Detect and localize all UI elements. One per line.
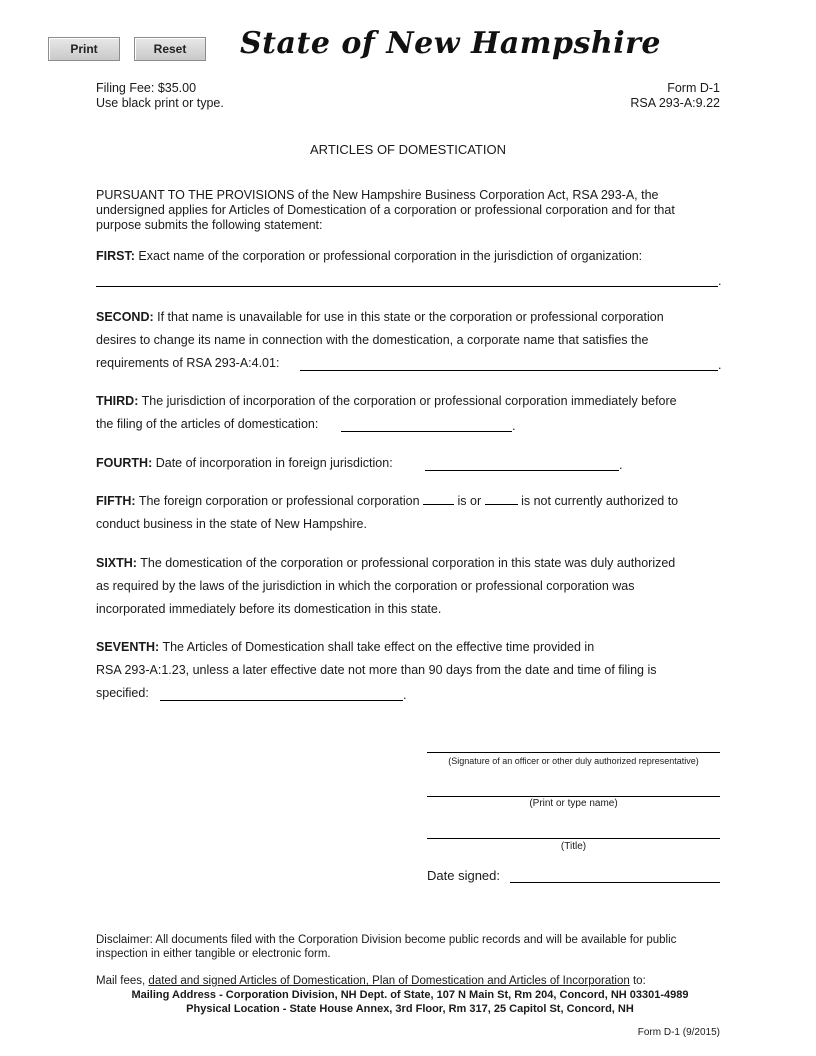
- period: .: [512, 419, 516, 433]
- second-line-3: requirements of RSA 293-A:4.01:: [96, 356, 280, 370]
- third-line-2: the filing of the articles of domestication:: [96, 417, 319, 431]
- seventh-line-3: specified:: [96, 686, 149, 700]
- date-signed-label: Date signed:: [427, 868, 500, 883]
- period: .: [619, 458, 623, 472]
- second-line-2: desires to change its name in connection with the domestication, a corporate name that satisfies the: [96, 333, 649, 347]
- rsa-reference: RSA 293-A:9.22: [630, 96, 720, 110]
- section-third: [96, 390, 720, 436]
- seventh-label: SEVENTH:: [96, 640, 160, 654]
- first-text: Exact name of the corporation or professional corporation in the jurisdiction of organization:: [138, 249, 643, 263]
- is-not-authorized-field[interactable]: [485, 492, 518, 505]
- mail-prefix: Mail fees,: [96, 975, 149, 987]
- sixth-label: SIXTH:: [96, 556, 137, 570]
- period: .: [718, 358, 722, 372]
- title-caption: (Title): [560, 841, 587, 852]
- fourth-label: FOURTH:: [96, 456, 153, 470]
- seventh-line-1: The Articles of Domestication shall take effect on the effective time provided in: [162, 640, 595, 654]
- corporation-name-field[interactable]: [96, 286, 718, 287]
- mail-instructions: [96, 974, 736, 988]
- fifth-is-or: is or: [457, 494, 482, 508]
- fifth-label: FIFTH:: [96, 494, 136, 508]
- title-field[interactable]: [427, 838, 720, 839]
- section-fifth: [96, 490, 720, 536]
- period: .: [718, 274, 722, 288]
- section-first: [96, 245, 720, 268]
- date-signed-field[interactable]: [510, 882, 720, 883]
- state-title: State of New Hampshire: [240, 26, 661, 61]
- third-label: THIRD:: [96, 394, 139, 408]
- filing-fee: Filing Fee: $35.00: [96, 81, 197, 95]
- mail-suffix: to:: [629, 975, 646, 987]
- printed-name-field[interactable]: [427, 796, 720, 797]
- effective-date-field[interactable]: [160, 700, 403, 701]
- name-caption: (Print or type name): [529, 798, 618, 809]
- sixth-line-2: as required by the laws of the jurisdiction in which the corporation or professional corporation was: [96, 579, 635, 593]
- intro-paragraph: PURSUANT TO THE PROVISIONS of the New Hampshire Business Corporation Act, RSA 293-A, the undersigned applies for Articles of Domestication of a corporation or professional corporation and for that purpose submits the following statement:: [96, 188, 675, 232]
- mailing-address: Mailing Address - Corporation Division, NH Dept. of State, 107 N Main St, Rm 204, Concord, NH 03301-4989: [131, 989, 689, 1001]
- section-fourth: [96, 452, 720, 475]
- fourth-text: Date of incorporation in foreign jurisdiction:: [155, 456, 393, 470]
- fifth-line-1a: The foreign corporation or professional corporation: [138, 494, 420, 508]
- sixth-line-1: The domestication of the corporation or professional corporation in this state was duly authorized: [140, 556, 676, 570]
- first-label: FIRST:: [96, 249, 135, 263]
- new-corporate-name-field[interactable]: [300, 370, 718, 371]
- signature-caption: (Signature of an officer or other duly authorized representative): [448, 756, 699, 766]
- disclaimer: Disclaimer: All documents filed with the Corporation Division become public records and will be available for public inspection in either tangible or electronic form.: [96, 934, 677, 960]
- second-line-1: If that name is unavailable for use in this state or the corporation or professional corporation: [157, 310, 664, 324]
- reset-button[interactable]: Reset: [134, 37, 206, 61]
- section-second: [96, 306, 720, 375]
- black-print-note: Use black print or type.: [96, 96, 224, 110]
- fifth-line-1b: is not currently authorized to: [521, 494, 679, 508]
- document-title: ARTICLES OF DOMESTICATION: [310, 142, 506, 157]
- period: .: [403, 688, 407, 702]
- section-sixth: [96, 552, 720, 621]
- sixth-line-3: incorporated immediately before its domestication in this state.: [96, 602, 442, 616]
- is-authorized-field[interactable]: [423, 492, 454, 505]
- signature-field[interactable]: [427, 752, 720, 753]
- second-label: SECOND:: [96, 310, 154, 324]
- physical-location: Physical Location - State House Annex, 3rd Floor, Rm 317, 25 Capitol St, Concord, NH: [186, 1003, 634, 1015]
- fifth-line-2: conduct business in the state of New Hampshire.: [96, 517, 367, 531]
- incorporation-date-field[interactable]: [425, 470, 619, 471]
- print-button[interactable]: Print: [48, 37, 120, 61]
- section-seventh: [96, 636, 720, 705]
- mail-documents: dated and signed Articles of Domestication, Plan of Domestication and Articles of Incorporation: [148, 975, 630, 987]
- form-version: Form D-1 (9/2015): [637, 1027, 720, 1038]
- third-line-1: The jurisdiction of incorporation of the corporation or professional corporation immediately before: [141, 394, 677, 408]
- form-id: Form D-1: [667, 81, 720, 95]
- seventh-line-2: RSA 293-A:1.23, unless a later effective date not more than 90 days from the date and time of filing is: [96, 663, 657, 677]
- jurisdiction-field[interactable]: [341, 431, 512, 432]
